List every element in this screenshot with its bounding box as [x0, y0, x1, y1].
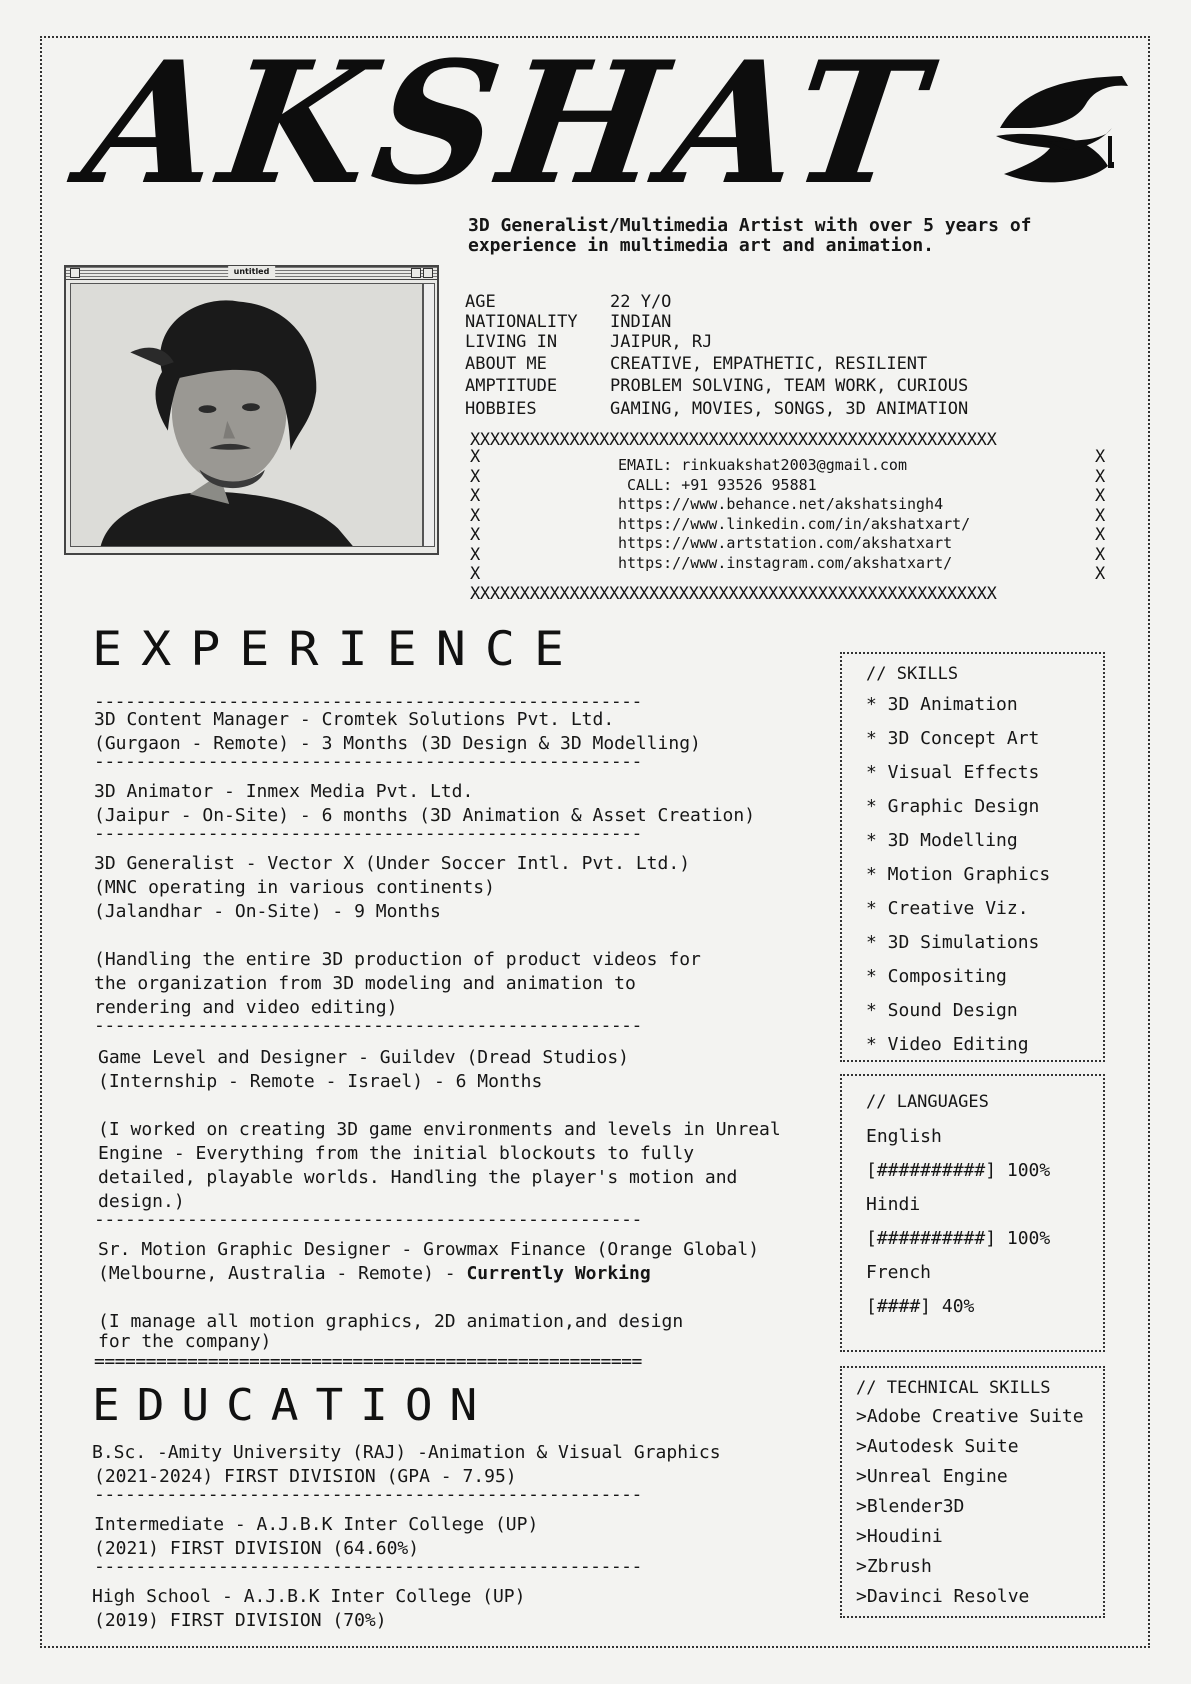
divider-double: ===================================================== [94, 1351, 642, 1372]
skill-item: * Video Editing [866, 1034, 1029, 1055]
divider: ----------------------------------------------------- [94, 1015, 642, 1036]
degree-details: (2021-2024) FIRST DIVISION (GPA - 7.95) [94, 1466, 517, 1487]
border-x: X [470, 486, 481, 506]
job-title: Game Level and Designer - Guildev (Dread Studios) [98, 1047, 630, 1068]
skill-item: * 3D Simulations [866, 932, 1040, 953]
collapse-box-icon[interactable] [423, 268, 433, 278]
contact-email[interactable]: EMAIL: rinkuakshat2003@gmail.com [618, 456, 907, 474]
current-status: Currently Working [466, 1263, 651, 1284]
window-titlebar[interactable] [66, 267, 437, 280]
language-name: French [866, 1262, 932, 1283]
language-level-bar: [##########] 100% [866, 1160, 1051, 1181]
degree-title: B.Sc. -Amity University (RAJ) -Animation & Visual Graphics [92, 1442, 721, 1463]
info-label: HOBBIES [465, 399, 537, 419]
name-title: AKSHAT [74, 24, 941, 222]
skill-item: * Motion Graphics [866, 864, 1051, 885]
link-linkedin[interactable]: https://www.linkedin.com/in/akshatxart/ [618, 514, 971, 533]
contact-border-bottom: XXXXXXXXXXXXXXXXXXXXXXXXXXXXXXXXXXXXXXXXXXXXXXXXXXXXX [470, 584, 997, 604]
photo-window [64, 265, 439, 555]
skill-item: * 3D Modelling [866, 830, 1018, 851]
border-x: X [1095, 544, 1106, 565]
job-description: for the company) [98, 1331, 272, 1352]
degree-details: (2019) FIRST DIVISION (70%) [94, 1610, 387, 1631]
link-instagram[interactable]: https://www.instagram.com/akshatxart/ [618, 553, 953, 572]
info-value: INDIAN [610, 312, 672, 332]
job-description: (I worked on creating 3D game environments and levels in Unreal [98, 1119, 781, 1140]
border-x: X [1095, 486, 1106, 506]
border-x: X [470, 505, 481, 526]
technical-skills-heading: // TECHNICAL SKILLS [856, 1378, 1051, 1398]
job-title: Sr. Motion Graphic Designer - Growmax Finance (Orange Global) [98, 1239, 760, 1260]
tool-item: >Adobe Creative Suite [856, 1406, 1084, 1427]
tool-item: >Blender3D [856, 1496, 965, 1517]
job-description: Engine - Everything from the initial blockouts to fully [98, 1143, 695, 1164]
link-behance[interactable]: https://www.behance.net/akshatsingh4 [618, 495, 944, 513]
info-label: LIVING IN [465, 332, 558, 352]
skill-item: * Sound Design [866, 1000, 1018, 1021]
divider: ----------------------------------------------------- [94, 1556, 642, 1577]
zoom-box-icon[interactable] [411, 268, 421, 278]
link-artstation[interactable]: https://www.artstation.com/akshatxart [618, 534, 953, 552]
job-location: (Melbourne, Australia - Remote) - [98, 1263, 467, 1284]
info-value: 22 Y/O [610, 292, 672, 312]
window-scrollbar[interactable] [423, 283, 435, 547]
border-x: X [1095, 525, 1106, 545]
degree-title: Intermediate - A.J.B.K Inter College (UP) [94, 1514, 539, 1535]
tagline: 3D Generalist/Multimedia Artist with over 5 years of experience in multimedia art and animation. [468, 215, 1032, 256]
tool-item: >Davinci Resolve [856, 1586, 1030, 1607]
experience-heading: EXPERIENCE [92, 621, 584, 677]
language-level-bar: [####] 40% [866, 1296, 975, 1317]
info-value: PROBLEM SOLVING, TEAM WORK, CURIOUS [610, 376, 969, 396]
job-details: (Jaipur - On-Site) - 6 months (3D Animation & Asset Creation) [94, 805, 756, 826]
job-details: (Jalandhar - On-Site) - 9 Months [94, 901, 441, 922]
tool-item: >Houdini [856, 1526, 943, 1547]
skill-item: * Visual Effects [866, 762, 1040, 783]
job-details: (Gurgaon - Remote) - 3 Months (3D Design & 3D Modelling) [94, 733, 701, 754]
job-description: rendering and video editing) [94, 997, 398, 1018]
border-x: X [470, 564, 481, 584]
close-box-icon[interactable] [70, 268, 80, 278]
job-title: 3D Generalist - Vector X (Under Soccer Intl. Pvt. Ltd.) [94, 853, 691, 874]
border-x: X [470, 447, 481, 467]
info-value: CREATIVE, EMPATHETIC, RESILIENT [610, 354, 928, 374]
languages-box [840, 1074, 1105, 1352]
job-details: (MNC operating in various continents) [94, 877, 495, 898]
degree-details: (2021) FIRST DIVISION (64.60%) [94, 1538, 420, 1559]
contact-phone[interactable]: CALL: +91 93526 95881 [618, 475, 817, 494]
border-x: X [1095, 564, 1106, 584]
info-label: AMPTITUDE [465, 376, 558, 396]
info-value: JAIPUR, RJ [610, 332, 713, 352]
border-x: X [470, 544, 481, 565]
job-title: 3D Content Manager - Cromtek Solutions Pvt. Ltd. [94, 709, 615, 730]
job-details [98, 1262, 651, 1286]
skills-heading: // SKILLS [866, 664, 959, 684]
education-heading: EDUCATION [92, 1379, 495, 1431]
language-name: Hindi [866, 1194, 921, 1215]
job-details: (Internship - Remote - Israel) - 6 Months [98, 1071, 543, 1092]
contact-box [470, 430, 1110, 602]
language-level-bar: [##########] 100% [866, 1228, 1051, 1249]
divider: ----------------------------------------------------- [94, 751, 642, 772]
divider: ----------------------------------------------------- [94, 1209, 642, 1230]
job-description: (Handling the entire 3D production of product videos for [94, 949, 701, 970]
skill-item: * 3D Concept Art [866, 728, 1040, 749]
portrait-photo [70, 283, 423, 547]
skill-item: * Compositing [866, 966, 1007, 987]
skill-item: * Creative Viz. [866, 898, 1029, 919]
window-title: untitled [228, 266, 276, 278]
border-x: X [1095, 505, 1106, 526]
contact-border-left [470, 448, 480, 585]
languages-heading: // LANGUAGES [866, 1092, 989, 1112]
border-x: X [1095, 466, 1106, 487]
contact-border-right [1095, 448, 1105, 585]
job-description: detailed, playable worlds. Handling the player's motion and [98, 1167, 738, 1188]
job-description: design.) [98, 1191, 185, 1212]
border-x: X [470, 466, 481, 487]
tool-item: >Zbrush [856, 1556, 932, 1577]
divider: ----------------------------------------------------- [94, 691, 642, 712]
info-value: GAMING, MOVIES, SONGS, 3D ANIMATION [610, 399, 969, 419]
skill-item: * Graphic Design [866, 796, 1040, 817]
contact-details [618, 456, 970, 573]
info-label: AGE [465, 292, 496, 312]
technical-skills-box [840, 1366, 1105, 1618]
info-label: NATIONALITY [465, 312, 578, 332]
contact-border-top: XXXXXXXXXXXXXXXXXXXXXXXXXXXXXXXXXXXXXXXXXXXXXXXXXXXXX [470, 430, 997, 450]
skill-item: * 3D Animation [866, 694, 1018, 715]
divider: ----------------------------------------------------- [94, 1484, 642, 1505]
border-x: X [470, 525, 481, 545]
job-title: 3D Animator - Inmex Media Pvt. Ltd. [94, 781, 474, 802]
divider: ----------------------------------------------------- [94, 823, 642, 844]
degree-title: High School - A.J.B.K Inter College (UP) [92, 1586, 526, 1607]
tool-item: >Unreal Engine [856, 1466, 1008, 1487]
job-description: (I manage all motion graphics, 2D animation,and design [98, 1311, 684, 1332]
tool-item: >Autodesk Suite [856, 1436, 1019, 1457]
language-name: English [866, 1126, 942, 1147]
lips-icon [990, 70, 1135, 190]
info-label: ABOUT ME [465, 354, 547, 374]
job-description: the organization from 3D modeling and animation to [94, 973, 636, 994]
border-x: X [1095, 447, 1106, 467]
skills-box [840, 652, 1105, 1062]
